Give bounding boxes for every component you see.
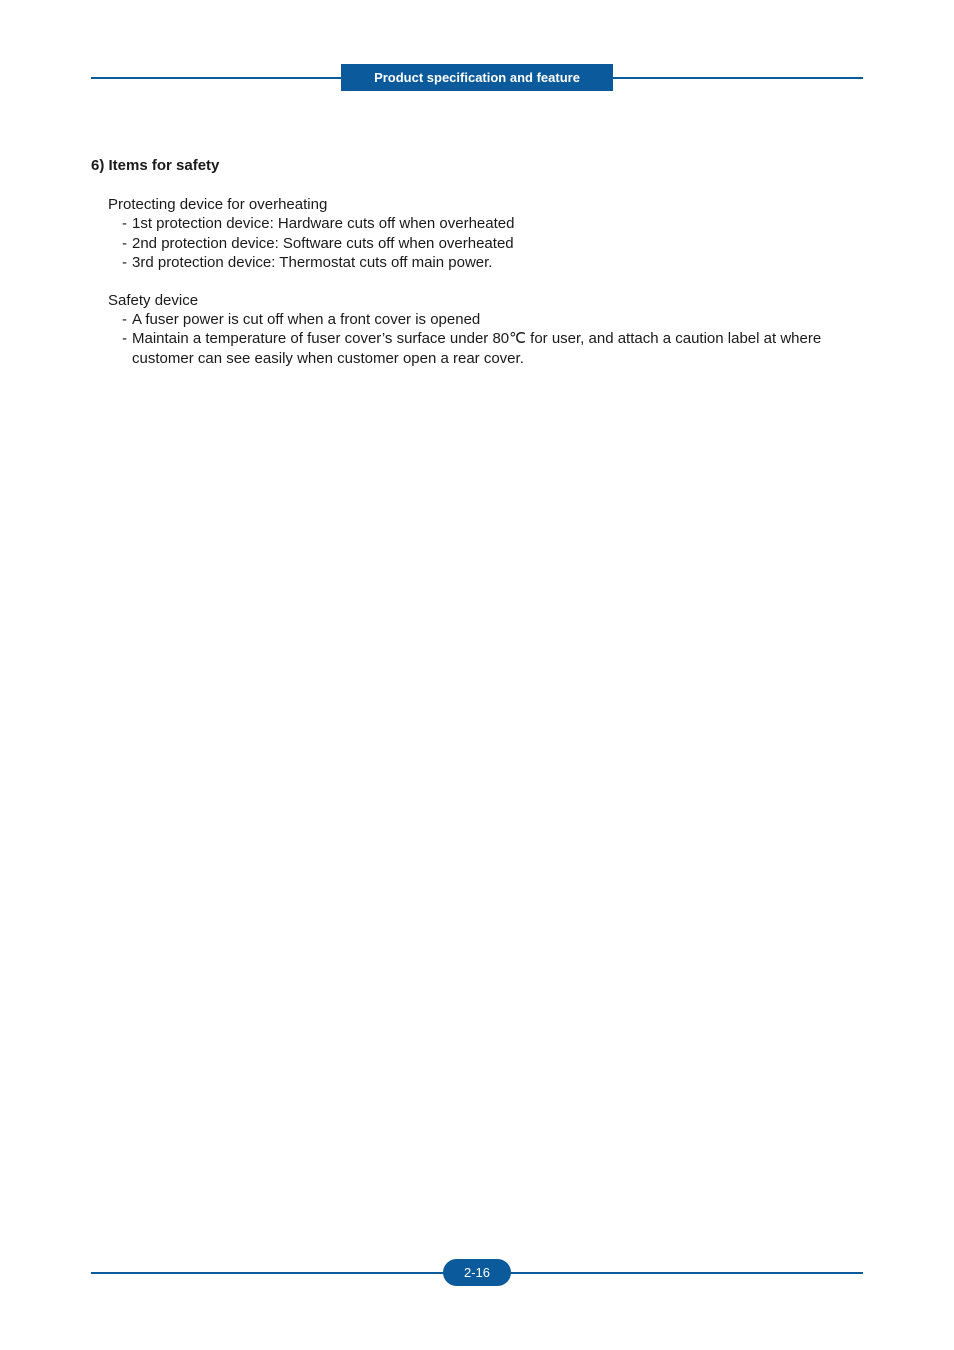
section-title: 6) Items for safety [91, 157, 220, 174]
group-overheating-protection [91, 195, 831, 272]
list-item: - A fuser power is cut off when a front cover is opened [121, 310, 831, 329]
group-safety-device [91, 291, 831, 368]
page-number-badge: 2-16 [443, 1259, 511, 1286]
main-content [91, 156, 831, 387]
item-list [108, 214, 831, 272]
list-item: - 2nd protection device: Software cuts off when overheated [121, 234, 831, 253]
list-item: - 3rd protection device: Thermostat cuts off main power. [121, 253, 831, 272]
item-list [108, 310, 831, 368]
group-title: Protecting device for overheating [108, 196, 328, 214]
group-title: Safety device [108, 292, 199, 310]
list-item: - Maintain a temperature of fuser cover’s surface under 80℃ for user, and attach a caution label at where customer can see easily when customer open a rear cover. [121, 329, 831, 367]
list-item: - 1st protection device: Hardware cuts off when overheated [121, 214, 831, 233]
header-title: Product specification and feature [341, 64, 613, 91]
